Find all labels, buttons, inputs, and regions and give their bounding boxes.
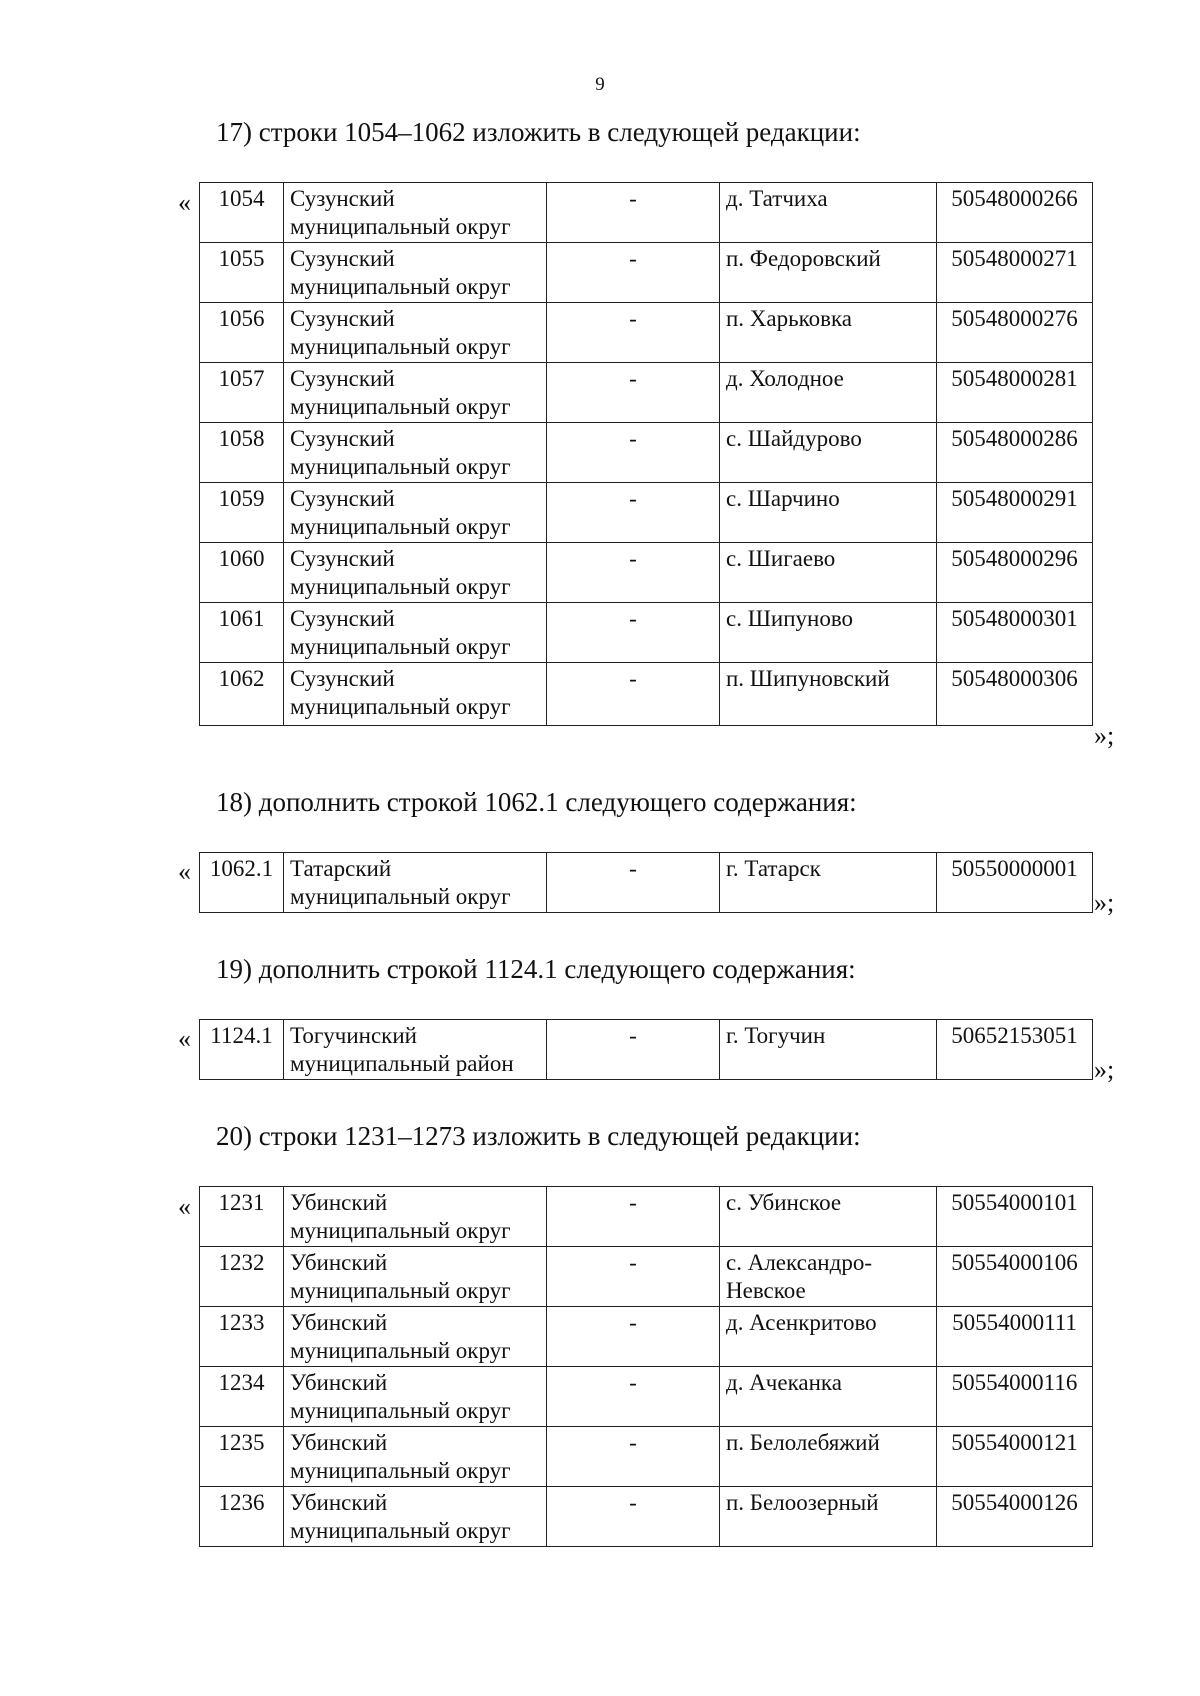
table-row [200, 1307, 1093, 1367]
row-number-text: 1062.1 [209, 856, 274, 881]
oktmo-code-text: 50554000116 [951, 1370, 1078, 1395]
settlement-line: с. Александро- [726, 1250, 872, 1275]
table-row [200, 243, 1093, 303]
section-heading: 19) дополнить строкой 1124.1 следующего содержания: [216, 954, 856, 984]
row-number-text: 1233 [218, 1310, 265, 1335]
settlement-cell [720, 853, 937, 913]
closing-quote: »; [1094, 721, 1115, 750]
oktmo-code-cell [937, 1187, 1093, 1247]
dash-text: - [629, 306, 637, 331]
municipality-cell [284, 603, 547, 663]
row-number-cell [200, 1487, 284, 1547]
row-number-text: 1061 [218, 606, 265, 631]
row-number-text: 1236 [218, 1490, 265, 1515]
municipality-cell [284, 243, 547, 303]
municipality-line: муниципальный округ [290, 454, 511, 479]
oktmo-code-cell [937, 1427, 1093, 1487]
row-number-text: 1058 [218, 426, 265, 451]
municipality-line: муниципальный округ [290, 214, 511, 239]
settlement-text: п. Белоозерный [726, 1490, 879, 1515]
municipality-cell [284, 303, 547, 363]
oktmo-code-text: 50548000291 [951, 486, 1078, 511]
row-number-cell [200, 1247, 284, 1307]
municipality-cell [284, 1487, 547, 1547]
settlement-text: с. Шайдурово [726, 426, 862, 451]
oktmo-code-text: 50548000276 [951, 306, 1078, 331]
municipality-line: Убинский [290, 1310, 388, 1335]
municipality-cell [284, 1367, 547, 1427]
municipality-line: Убинский [290, 1190, 388, 1215]
row-number-cell [200, 243, 284, 303]
section-heading: 18) дополнить строкой 1062.1 следующего содержания: [216, 787, 857, 817]
dash-cell [547, 1487, 720, 1547]
row-number-text: 1124.1 [210, 1023, 273, 1048]
municipality-line: муниципальный округ [290, 394, 511, 419]
municipality-line: муниципальный округ [290, 694, 511, 719]
row-number-cell [200, 853, 284, 913]
municipality-line: муниципальный округ [290, 634, 511, 659]
row-number-text: 1062 [218, 666, 265, 691]
table-body [200, 853, 1093, 913]
dash-cell [547, 853, 720, 913]
row-number-cell [200, 1020, 284, 1080]
row-number-cell [200, 483, 284, 543]
municipality-cell [284, 1247, 547, 1307]
municipality-line: Сузунский [290, 246, 395, 271]
settlement-cell [720, 543, 937, 603]
oktmo-code-cell [937, 423, 1093, 483]
row-number-cell [200, 1367, 284, 1427]
settlement-cell [720, 483, 937, 543]
dash-cell [547, 483, 720, 543]
closing-quote: »; [1094, 1055, 1115, 1084]
municipality-cell [284, 1427, 547, 1487]
settlement-cell [720, 1020, 937, 1080]
dash-text: - [629, 606, 637, 631]
table-row [200, 853, 1093, 913]
municipality-line: Татарский [290, 856, 392, 881]
oktmo-code-text: 50548000266 [951, 186, 1078, 211]
oktmo-code-text: 50554000126 [951, 1490, 1078, 1515]
dash-cell [547, 303, 720, 363]
oktmo-code-cell [937, 1487, 1093, 1547]
row-number-cell [200, 423, 284, 483]
row-number-cell [200, 363, 284, 423]
settlement-text: д. Ачеканка [726, 1370, 842, 1395]
oktmo-code-cell [937, 543, 1093, 603]
oktmo-code-text: 50548000306 [951, 666, 1078, 691]
oktmo-code-cell [937, 1247, 1093, 1307]
municipality-cell [284, 1187, 547, 1247]
records-table [199, 852, 1093, 913]
row-number-text: 1234 [218, 1370, 265, 1395]
dash-cell [547, 183, 720, 243]
settlement-cell [720, 1487, 937, 1547]
municipality-line: муниципальный округ [290, 1218, 511, 1243]
row-number-cell [200, 543, 284, 603]
settlement-text: д. Асенкритово [726, 1310, 877, 1335]
settlement-text: г. Татарск [726, 856, 821, 881]
row-number-text: 1056 [218, 306, 265, 331]
row-number-cell [200, 663, 284, 726]
settlement-cell [720, 1187, 937, 1247]
oktmo-code-text: 50554000106 [951, 1250, 1078, 1275]
municipality-line: Убинский [290, 1250, 388, 1275]
table-row [200, 1020, 1093, 1080]
settlement-cell [720, 243, 937, 303]
municipality-line: Сузунский [290, 486, 395, 511]
row-number-text: 1232 [218, 1250, 265, 1275]
table-body [200, 183, 1093, 726]
municipality-line: Сузунский [290, 306, 395, 331]
dash-cell [547, 1247, 720, 1307]
municipality-line: Убинский [290, 1370, 388, 1395]
settlement-cell [720, 1247, 937, 1307]
dash-text: - [629, 486, 637, 511]
row-number-text: 1057 [218, 366, 265, 391]
dash-cell [547, 243, 720, 303]
records-table [199, 1019, 1093, 1080]
municipality-cell [284, 853, 547, 913]
opening-quote: « [178, 857, 191, 886]
row-number-text: 1055 [218, 246, 265, 271]
oktmo-code-cell [937, 483, 1093, 543]
oktmo-code-cell [937, 1020, 1093, 1080]
row-number-text: 1231 [218, 1190, 265, 1215]
settlement-line: Невское [726, 1278, 806, 1303]
oktmo-code-cell [937, 853, 1093, 913]
settlement-text: п. Белолебяжий [726, 1430, 880, 1455]
municipality-cell [284, 1307, 547, 1367]
oktmo-code-cell [937, 303, 1093, 363]
settlement-text: п. Шипуновский [726, 666, 890, 691]
dash-cell [547, 363, 720, 423]
table-row [200, 423, 1093, 483]
dash-cell [547, 663, 720, 726]
row-number-text: 1054 [218, 186, 265, 211]
settlement-cell [720, 303, 937, 363]
dash-cell [547, 543, 720, 603]
table-body [200, 1187, 1093, 1547]
settlement-cell [720, 363, 937, 423]
municipality-line: муниципальный район [290, 1051, 514, 1076]
municipality-line: муниципальный округ [290, 274, 511, 299]
settlement-cell [720, 423, 937, 483]
dash-text: - [629, 186, 637, 211]
oktmo-code-text: 50554000111 [952, 1310, 1077, 1335]
municipality-line: Убинский [290, 1430, 388, 1455]
municipality-cell [284, 483, 547, 543]
dash-text: - [629, 1190, 637, 1215]
oktmo-code-cell [937, 1367, 1093, 1427]
table-row [200, 1247, 1093, 1307]
municipality-line: Сузунский [290, 546, 395, 571]
section-heading: 20) строки 1231–1273 изложить в следующей редакции: [216, 1121, 861, 1151]
settlement-cell [720, 663, 937, 726]
oktmo-code-cell [937, 603, 1093, 663]
dash-text: - [629, 546, 637, 571]
dash-cell [547, 603, 720, 663]
municipality-line: муниципальный округ [290, 514, 511, 539]
settlement-cell [720, 1427, 937, 1487]
settlement-text: с. Шигаево [726, 546, 836, 571]
oktmo-code-text: 50548000301 [951, 606, 1078, 631]
row-number-cell [200, 1307, 284, 1367]
dash-text: - [629, 1310, 637, 1335]
settlement-text: п. Харьковка [726, 306, 853, 331]
dash-text: - [629, 1250, 637, 1275]
table-row [200, 483, 1093, 543]
dash-cell [547, 423, 720, 483]
table-row [200, 1427, 1093, 1487]
settlement-text: д. Холодное [726, 366, 844, 391]
row-number-cell [200, 1187, 284, 1247]
table-row [200, 1487, 1093, 1547]
municipality-line: муниципальный округ [290, 334, 511, 359]
opening-quote: « [178, 188, 191, 217]
records-table [199, 182, 1093, 726]
municipality-cell [284, 1020, 547, 1080]
row-number-cell [200, 303, 284, 363]
closing-quote: »; [1094, 888, 1115, 917]
records-table [199, 1186, 1093, 1547]
oktmo-code-cell [937, 183, 1093, 243]
dash-text: - [629, 1370, 637, 1395]
settlement-cell [720, 1307, 937, 1367]
table-row [200, 303, 1093, 363]
settlement-cell [720, 603, 937, 663]
municipality-cell [284, 423, 547, 483]
row-number-text: 1060 [218, 546, 265, 571]
settlement-text: п. Федоровский [726, 246, 881, 271]
municipality-cell [284, 663, 547, 726]
oktmo-code-text: 50554000101 [951, 1190, 1078, 1215]
settlement-cell [720, 183, 937, 243]
oktmo-code-text: 50548000296 [951, 546, 1078, 571]
row-number-text: 1059 [218, 486, 265, 511]
dash-cell [547, 1187, 720, 1247]
municipality-line: Сузунский [290, 606, 395, 631]
oktmo-code-cell [937, 363, 1093, 423]
settlement-text: с. Убинское [726, 1190, 842, 1215]
dash-text: - [629, 426, 637, 451]
oktmo-code-text: 50548000271 [951, 246, 1078, 271]
dash-text: - [629, 1023, 637, 1048]
row-number-cell [200, 1427, 284, 1487]
oktmo-code-cell [937, 243, 1093, 303]
dash-text: - [629, 366, 637, 391]
municipality-line: Сузунский [290, 186, 395, 211]
opening-quote: « [178, 1024, 191, 1053]
row-number-cell [200, 183, 284, 243]
dash-cell [547, 1367, 720, 1427]
table-row [200, 663, 1093, 726]
municipality-line: муниципальный округ [290, 884, 511, 909]
table-row [200, 1367, 1093, 1427]
dash-text: - [629, 666, 637, 691]
table-row [200, 1187, 1093, 1247]
table-row [200, 183, 1093, 243]
municipality-line: муниципальный округ [290, 1458, 511, 1483]
municipality-line: Сузунский [290, 366, 395, 391]
oktmo-code-text: 50548000286 [951, 426, 1078, 451]
oktmo-code-cell [937, 663, 1093, 726]
municipality-line: Сузунский [290, 666, 395, 691]
dash-text: - [629, 856, 637, 881]
municipality-line: муниципальный округ [290, 1398, 511, 1423]
opening-quote: « [178, 1192, 191, 1221]
settlement-text: с. Шарчино [726, 486, 840, 511]
table-row [200, 363, 1093, 423]
dash-text: - [629, 1490, 637, 1515]
municipality-line: Тогучинский [290, 1023, 417, 1048]
table-row [200, 543, 1093, 603]
dash-text: - [629, 246, 637, 271]
settlement-cell [720, 1367, 937, 1427]
row-number-text: 1235 [218, 1430, 265, 1455]
municipality-line: муниципальный округ [290, 1338, 511, 1363]
settlement-text: д. Татчиха [726, 186, 828, 211]
municipality-line: Сузунский [290, 426, 395, 451]
municipality-line: муниципальный округ [290, 574, 511, 599]
municipality-cell [284, 543, 547, 603]
municipality-line: муниципальный округ [290, 1278, 511, 1303]
municipality-line: Убинский [290, 1490, 388, 1515]
dash-cell [547, 1307, 720, 1367]
oktmo-code-text: 50554000121 [951, 1430, 1078, 1455]
oktmo-code-text: 50550000001 [951, 856, 1078, 881]
table-body [200, 1020, 1093, 1080]
dash-cell [547, 1020, 720, 1080]
municipality-line: муниципальный округ [290, 1518, 511, 1543]
oktmo-code-cell [937, 1307, 1093, 1367]
table-row [200, 603, 1093, 663]
page-number: 9 [595, 74, 605, 95]
oktmo-code-text: 50652153051 [951, 1023, 1078, 1048]
settlement-text: с. Шипуново [726, 606, 854, 631]
dash-text: - [629, 1430, 637, 1455]
dash-cell [547, 1427, 720, 1487]
municipality-cell [284, 183, 547, 243]
settlement-text: г. Тогучин [726, 1023, 826, 1048]
municipality-cell [284, 363, 547, 423]
oktmo-code-text: 50548000281 [951, 366, 1078, 391]
section-heading: 17) строки 1054–1062 изложить в следующей редакции: [216, 117, 861, 147]
row-number-cell [200, 603, 284, 663]
